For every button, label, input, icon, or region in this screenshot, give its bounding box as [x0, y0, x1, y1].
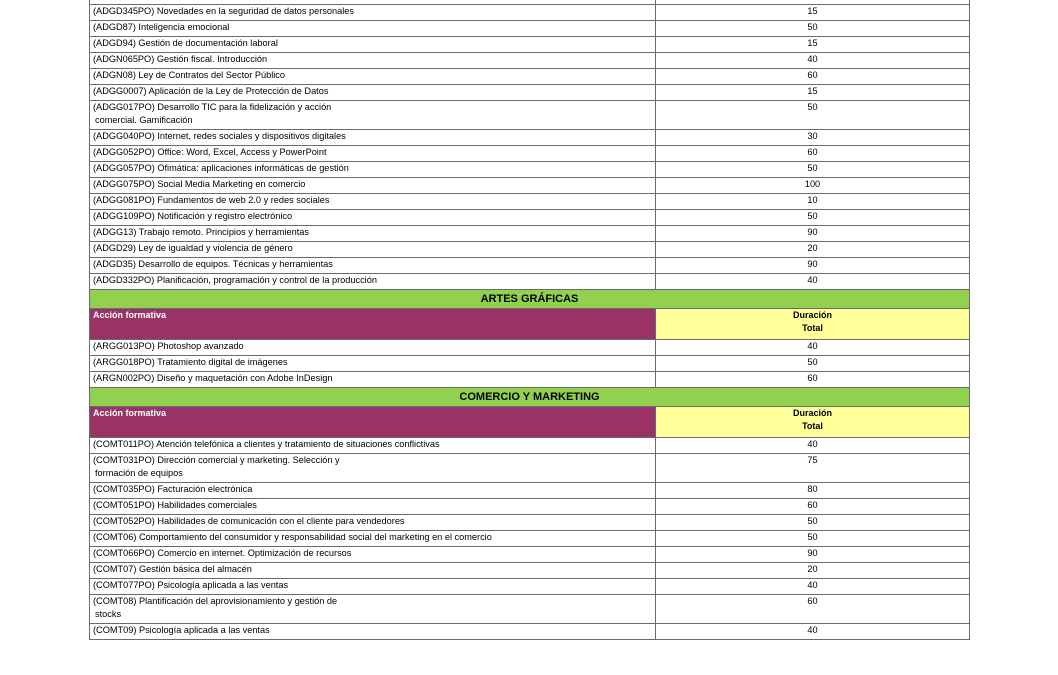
- course-name: (COMT08) Plantificación del aprovisionamiento y gestión de: [93, 596, 338, 606]
- course-name: (COMT077PO) Psicología aplicada a las ventas: [93, 580, 289, 590]
- course-name: (ADGD29) Ley de igualdad y violencia de género: [93, 243, 293, 253]
- table-row: [90, 483, 970, 499]
- table-row: [90, 595, 970, 624]
- table-row: [90, 515, 970, 531]
- duration-value: 50: [656, 531, 970, 547]
- course-cell: [90, 101, 656, 130]
- course-name: (COMT07) Gestión básica del almacén: [93, 564, 252, 574]
- course-name: (ADGG081PO) Fundamentos de web 2.0 y redes sociales: [93, 195, 330, 205]
- column-header-duration: [656, 407, 970, 438]
- table-row: [90, 226, 970, 242]
- duration-value: 80: [656, 483, 970, 499]
- table-row: [90, 162, 970, 178]
- duration-value: 75: [656, 454, 970, 483]
- section-title: ARTES GRÁFICAS: [90, 290, 970, 309]
- course-cell: [90, 499, 656, 515]
- duration-value: 20: [656, 242, 970, 258]
- course-cell: [90, 21, 656, 37]
- course-cell: [90, 274, 656, 290]
- duration-value: 50: [656, 101, 970, 130]
- course-cell: [90, 624, 656, 640]
- course-cell: [90, 483, 656, 499]
- course-cell: [90, 69, 656, 85]
- course-name: (COMT066PO) Comercio en internet. Optimización de recursos: [93, 548, 352, 558]
- duration-value: 50: [656, 356, 970, 372]
- course-cell: [90, 547, 656, 563]
- duration-value: 30: [656, 130, 970, 146]
- duration-value: 60: [656, 372, 970, 388]
- duration-value: 60: [656, 69, 970, 85]
- course-name: (COMT035PO) Facturación electrónica: [93, 484, 253, 494]
- table-row: [90, 547, 970, 563]
- course-name: (COMT052PO) Habilidades de comunicación con el cliente para vendedores: [93, 516, 405, 526]
- duration-value: 60: [656, 499, 970, 515]
- table-row: [90, 146, 970, 162]
- duration-value: 40: [656, 579, 970, 595]
- course-cell: [90, 162, 656, 178]
- table-row: [90, 274, 970, 290]
- course-cell: [90, 438, 656, 454]
- course-cell: [90, 454, 656, 483]
- duration-value: 15: [656, 37, 970, 53]
- course-name: (ADGD345PO) Novedades en la seguridad de datos personales: [93, 6, 354, 16]
- duration-value: 60: [656, 146, 970, 162]
- course-name: (COMT06) Comportamiento del consumidor y responsabilidad social del marketing en el comercio: [93, 532, 492, 542]
- table-row: [90, 454, 970, 483]
- course-name-continued: stocks: [95, 609, 122, 619]
- section-title: COMERCIO Y MARKETING: [90, 388, 970, 407]
- section-title-row: [90, 388, 970, 407]
- table-row: [90, 340, 970, 356]
- duration-value: 15: [656, 5, 970, 21]
- duration-value: 40: [656, 340, 970, 356]
- course-table: [89, 0, 970, 640]
- course-name: (COMT051PO) Habilidades comerciales: [93, 500, 257, 510]
- course-name: (COMT031PO) Dirección comercial y marketing. Selección y: [93, 455, 340, 465]
- course-name: (ADGD35) Desarrollo de equipos. Técnicas y herramientas: [93, 259, 333, 269]
- table-row: [90, 372, 970, 388]
- table-row: [90, 194, 970, 210]
- table-row: [90, 563, 970, 579]
- column-header-action: Acción formativa: [90, 407, 656, 438]
- course-cell: [90, 242, 656, 258]
- course-cell: [90, 178, 656, 194]
- duration-value: 40: [656, 53, 970, 69]
- table-row: [90, 69, 970, 85]
- table-row: [90, 85, 970, 101]
- column-header-row: [90, 309, 970, 340]
- duration-value: 90: [656, 547, 970, 563]
- table-row: [90, 101, 970, 130]
- course-cell: [90, 340, 656, 356]
- duration-value: 90: [656, 258, 970, 274]
- table-row: [90, 579, 970, 595]
- section-title-row: [90, 290, 970, 309]
- course-table-sheet: [89, 0, 969, 640]
- duration-value: 50: [656, 21, 970, 37]
- course-name: (ARGN002PO) Diseño y maquetación con Adobe InDesign: [93, 373, 333, 383]
- course-cell: [90, 515, 656, 531]
- course-name: (ARGG018PO) Tratamiento digital de imágenes: [93, 357, 288, 367]
- duration-value: 20: [656, 563, 970, 579]
- table-row: [90, 531, 970, 547]
- table-row: [90, 499, 970, 515]
- course-name: (ADGN065PO) Gestión fiscal. Introducción: [93, 54, 268, 64]
- duration-value: 100: [656, 178, 970, 194]
- course-name: (ADGD94) Gestión de documentación laboral: [93, 38, 278, 48]
- table-row: [90, 37, 970, 53]
- course-name-continued: formación de equipos: [95, 468, 183, 478]
- duration-value: 50: [656, 210, 970, 226]
- course-name: (COMT011PO) Atención telefónica a clientes y tratamiento de situaciones conflictivas: [93, 439, 440, 449]
- course-cell: [90, 579, 656, 595]
- column-header-duration: [656, 309, 970, 340]
- course-name: (ADGG075PO) Social Media Marketing en comercio: [93, 179, 306, 189]
- duration-value: 60: [656, 595, 970, 624]
- course-cell: [90, 146, 656, 162]
- duration-value: 40: [656, 624, 970, 640]
- table-row: [90, 130, 970, 146]
- course-cell: [90, 85, 656, 101]
- course-cell: [90, 563, 656, 579]
- duration-value: 40: [656, 438, 970, 454]
- total-label: Total: [802, 421, 823, 431]
- course-name: (ADGG13) Trabajo remoto. Principios y herramientas: [93, 227, 309, 237]
- table-row: [90, 624, 970, 640]
- table-row: [90, 438, 970, 454]
- course-cell: [90, 37, 656, 53]
- duration-value: 40: [656, 274, 970, 290]
- course-cell: [90, 356, 656, 372]
- course-name: (ADGG017PO) Desarrollo TIC para la fidelización y acción: [93, 102, 332, 112]
- table-row: [90, 53, 970, 69]
- course-cell: [90, 226, 656, 242]
- course-name: (ADGG0007) Aplicación de la Ley de Protección de Datos: [93, 86, 329, 96]
- course-name: (ADGD332PO) Planificación, programación y control de la producción: [93, 275, 377, 285]
- table-row: [90, 356, 970, 372]
- duration-label: Duración: [792, 408, 832, 418]
- duration-value: 50: [656, 162, 970, 178]
- course-cell: [90, 531, 656, 547]
- duration-value: 50: [656, 515, 970, 531]
- course-cell: [90, 372, 656, 388]
- course-name: (ADGG109PO) Notificación y registro electrónico: [93, 211, 293, 221]
- table-row: [90, 242, 970, 258]
- course-name: (ADGG040PO) Internet, redes sociales y dispositivos digitales: [93, 131, 346, 141]
- course-cell: [90, 258, 656, 274]
- course-name-continued: comercial. Gamificación: [95, 115, 193, 125]
- course-name: (ADGG052PO) Office: Word, Excel, Access y PowerPoint: [93, 147, 327, 157]
- course-name: (ADGD87) Inteligencia emocional: [93, 22, 230, 32]
- duration-value: 10: [656, 194, 970, 210]
- column-header-row: [90, 407, 970, 438]
- course-cell: [90, 595, 656, 624]
- course-cell: [90, 5, 656, 21]
- course-name: (ARGG013PO) Photoshop avanzado: [93, 341, 244, 351]
- table-row: [90, 258, 970, 274]
- table-row: [90, 210, 970, 226]
- table-row: [90, 178, 970, 194]
- column-header-action: Acción formativa: [90, 309, 656, 340]
- table-row: [90, 21, 970, 37]
- course-name: (COMT09) Psicología aplicada a las ventas: [93, 625, 270, 635]
- course-cell: [90, 130, 656, 146]
- table-row: [90, 5, 970, 21]
- course-cell: [90, 53, 656, 69]
- course-name: (ADGG057PO) Ofimática: aplicaciones informáticas de gestión: [93, 163, 349, 173]
- duration-value: 15: [656, 85, 970, 101]
- course-cell: [90, 210, 656, 226]
- duration-label: Duración: [792, 310, 832, 320]
- duration-value: 90: [656, 226, 970, 242]
- course-name: (ADGN08) Ley de Contratos del Sector Público: [93, 70, 286, 80]
- course-cell: [90, 194, 656, 210]
- total-label: Total: [802, 323, 823, 333]
